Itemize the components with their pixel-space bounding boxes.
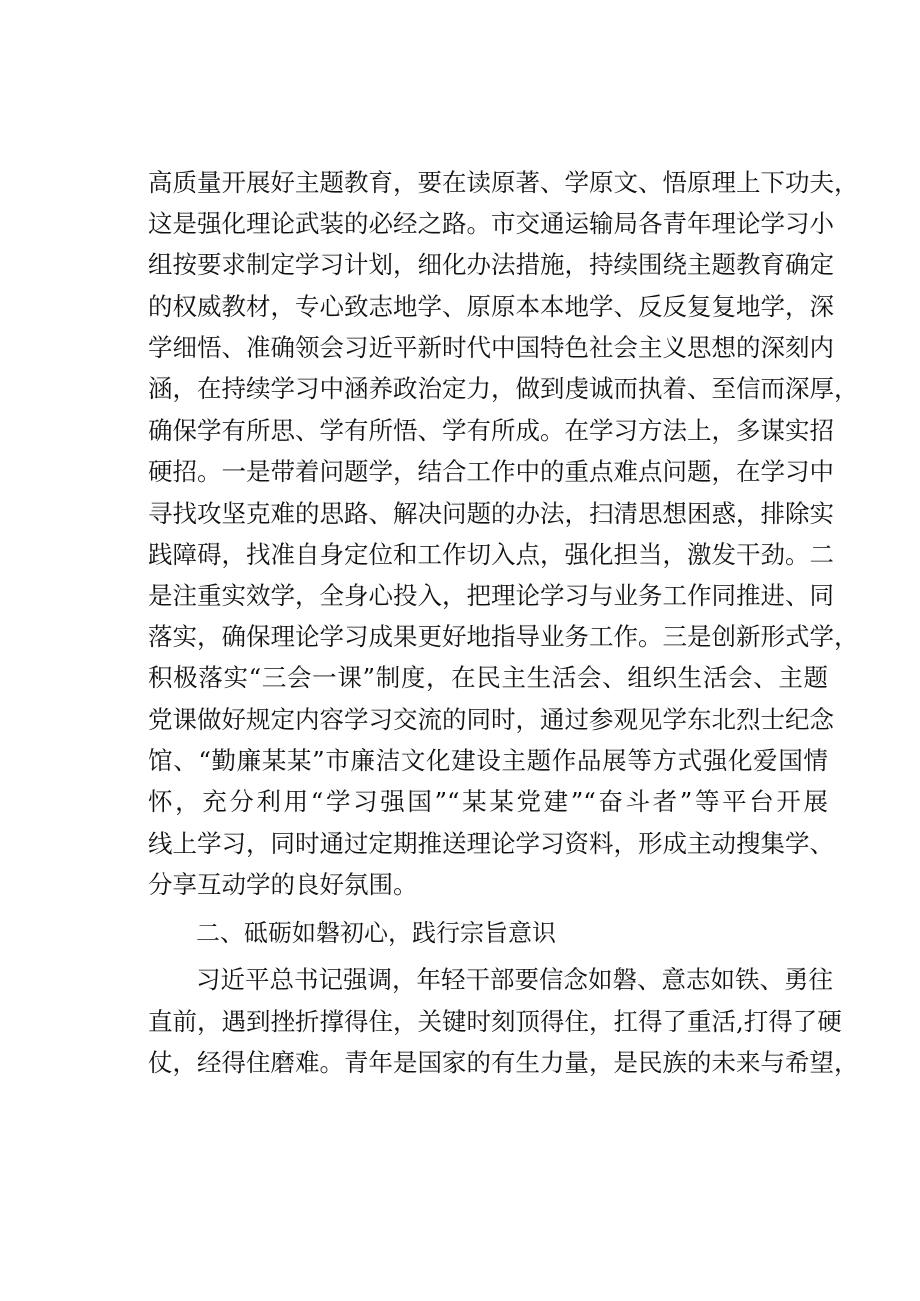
paragraph-1-line-9: 寻找攻坚克难的思路、解决问题的办法，扫清思想困惑，排除实 bbox=[148, 499, 834, 528]
paragraph-1-line-7: 确保学有所思、学有所悟、学有所成。在学习方法上，多谋实招 bbox=[148, 416, 834, 445]
paragraph-2-line-2: 直前，遇到挫折撑得住，关键时刻顶得住，扛得了重活,打得了硬 bbox=[148, 1007, 842, 1036]
paragraph-1-line-2: 这是强化理论武装的必经之路。市交通运输局各青年理论学习小 bbox=[148, 209, 834, 238]
paragraph-1-line-18: 分享互动学的良好氛围。 bbox=[148, 870, 418, 899]
paragraph-2-line-3: 仗，经得住磨难。青年是国家的有生力量，是民族的未来与希望， bbox=[148, 1048, 859, 1077]
paragraph-1-line-11: 是注重实效学，全身心投入，把理论学习与业务工作同推进、同 bbox=[148, 581, 834, 610]
paragraph-2-line-1: 习近平总书记强调，年轻干部要信念如磐、意志如铁、勇往 bbox=[196, 965, 833, 994]
paragraph-1-line-6: 涵，在持续学习中涵养政治定力，做到虔诚而执着、至信而深厚， bbox=[148, 374, 859, 403]
paragraph-1-line-12: 落实，确保理论学习成果更好地指导业务工作。三是创新形式学， bbox=[148, 622, 859, 651]
paragraph-1-line-14: 党课做好规定内容学习交流的同时，通过参观见学东北烈士纪念 bbox=[148, 705, 834, 734]
paragraph-1-line-8: 硬招。一是带着问题学，结合工作中的重点难点问题，在学习中 bbox=[148, 457, 834, 486]
paragraph-1-line-3: 组按要求制定学习计划，细化办法措施，持续围绕主题教育确定 bbox=[148, 250, 834, 279]
paragraph-1-line-1: 高质量开展好主题教育，要在读原著、学原文、悟原理上下功夫， bbox=[148, 168, 859, 197]
paragraph-1-line-15: 馆、“勤廉某某”市廉洁文化建设主题作品展等方式强化爱国情 bbox=[148, 746, 828, 775]
paragraph-1-line-16: 怀，充分利用“学习强国”“某某党建”“奋斗者”等平台开展 bbox=[148, 787, 828, 816]
paragraph-1-line-13: 积极落实“三会一课”制度，在民主生活会、组织生活会、主题 bbox=[148, 663, 828, 692]
paragraph-1-line-5: 学细悟、准确领会习近平新时代中国特色社会主义思想的深刻内 bbox=[148, 333, 834, 362]
paragraph-1-line-10: 践障碍，找准自身定位和工作切入点，强化担当，激发干劲。二 bbox=[148, 540, 834, 569]
paragraph-1-line-17: 线上学习，同时通过定期推送理论学习资料，形成主动搜集学、 bbox=[148, 829, 834, 858]
section-heading: 二、砥砺如磐初心，践行宗旨意识 bbox=[196, 919, 556, 947]
paragraph-1-line-4: 的权威教材，专心致志地学、原原本本地学、反反复复地学，深 bbox=[148, 292, 834, 321]
